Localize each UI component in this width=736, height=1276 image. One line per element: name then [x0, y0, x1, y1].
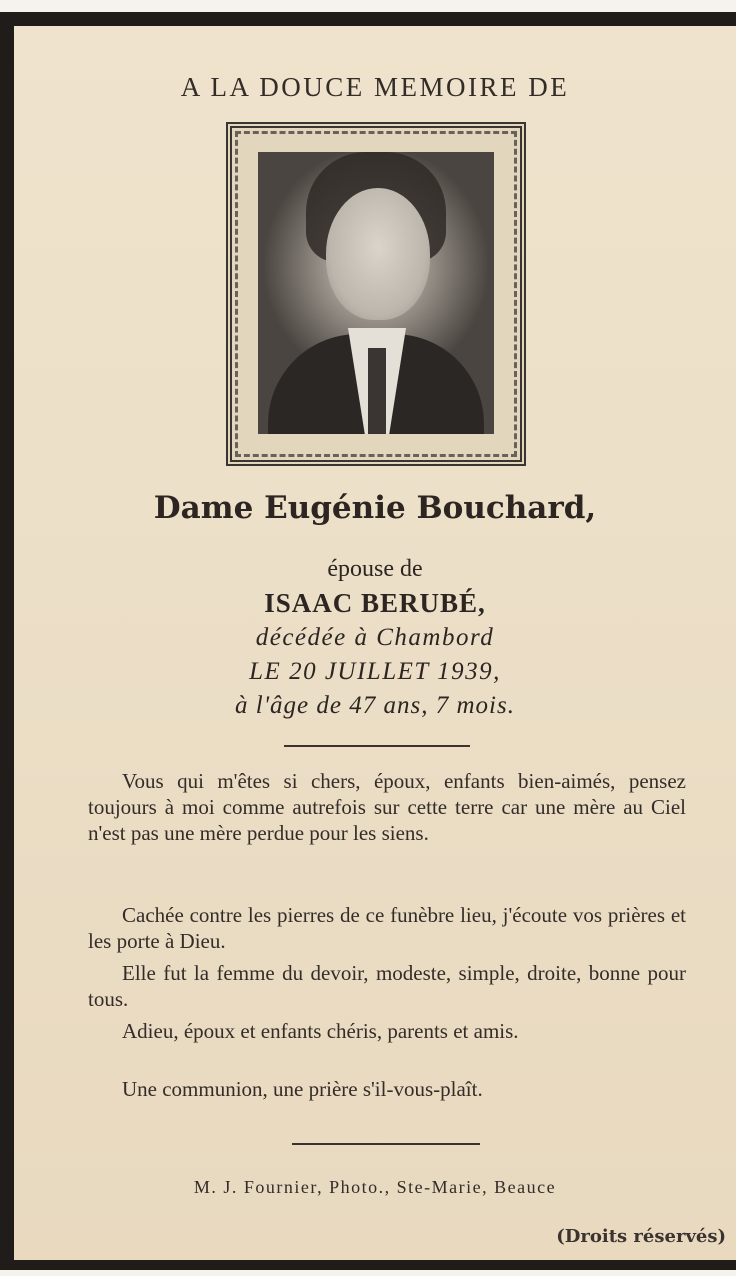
- memorial-card: [14, 26, 736, 1260]
- photo-frame: [226, 122, 526, 466]
- paragraph-4: Adieu, époux et enfants chéris, parents et amis.: [122, 1019, 519, 1043]
- paragraph-1: Vous qui m'êtes si chers, époux, enfants bien-aimés, pensez toujours à moi comme autrefois sur cette terre car une mère au Ciel n'est pas une mère perdue pour les siens.: [88, 769, 686, 845]
- card-heading: A LA DOUCE MEMOIRE DE: [180, 72, 570, 102]
- rights-notice: (Droits réservés): [556, 1226, 726, 1247]
- portrait-face: [326, 188, 430, 320]
- photographer-credit: M. J. Fournier, Photo., Ste-Marie, Beauce: [193, 1177, 557, 1197]
- paragraph-2: Cachée contre les pierres de ce funèbre lieu, j'écoute vos prières et les porte à Dieu.: [88, 903, 686, 953]
- spouse-label: épouse de: [327, 556, 423, 582]
- portrait-tie: [368, 348, 386, 434]
- divider-bottom: [292, 1143, 480, 1145]
- spouse-name: ISAAC BERUBÉ,: [264, 588, 486, 618]
- divider-top: [284, 745, 470, 747]
- paragraph-3: Elle fut la femme du devoir, modeste, simple, droite, bonne pour tous.: [88, 961, 686, 1011]
- death-date: LE 20 JUILLET 1939,: [249, 658, 501, 685]
- deceased-name: Dame Eugénie Bouchard,: [153, 490, 597, 526]
- portrait-photo: [258, 152, 494, 434]
- death-place: décédée à Chambord: [255, 624, 495, 651]
- paragraph-5: Une communion, une prière s'il-vous-plaît.: [122, 1077, 483, 1101]
- death-age: à l'âge de 47 ans, 7 mois.: [235, 692, 515, 719]
